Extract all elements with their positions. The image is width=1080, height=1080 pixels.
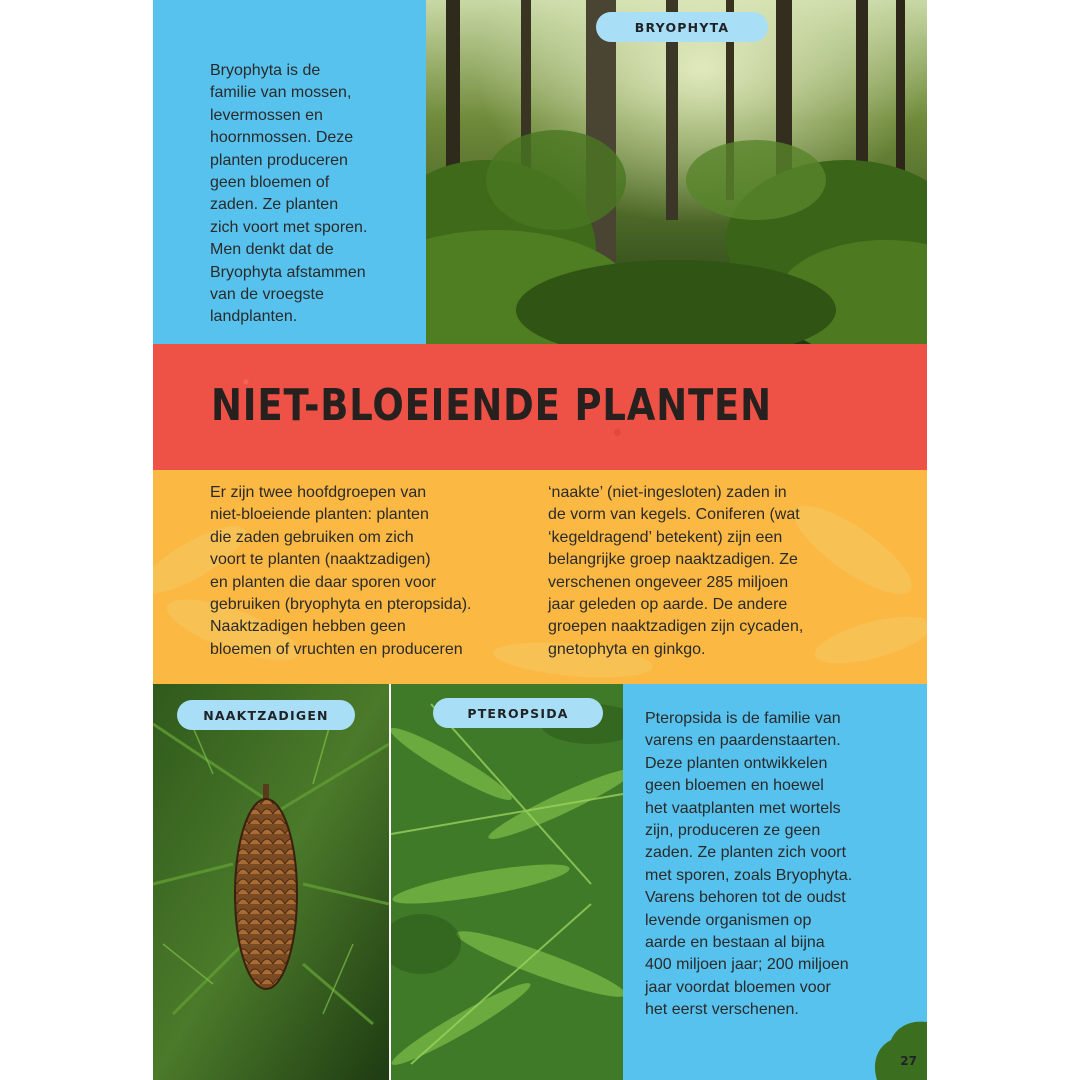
text-line: en planten die daar sporen voor	[210, 573, 436, 591]
pine-cone-image	[153, 684, 389, 1080]
text-line: ‘kegeldragend’ betekent) zijn een	[548, 528, 783, 546]
text-line: Pteropsida is de familie van	[645, 710, 841, 727]
text-line: hoornmossen. Deze	[210, 129, 354, 147]
text-line: aarde en bestaan al bijna	[645, 934, 825, 952]
bryophyta-label: BRYOPHYTA	[596, 12, 768, 42]
text-line: niet-bloeiende planten: planten	[210, 506, 429, 524]
text-line: bloemen of vruchten en produceren	[210, 640, 463, 658]
text-line: de vorm van kegels. Coniferen (wat	[548, 506, 800, 524]
text-line: Deze planten ontwikkelen	[645, 754, 828, 772]
text-line: zijn, produceren ze geen	[645, 822, 821, 840]
text-line: Varens behoren tot de oudst	[645, 889, 846, 907]
page-number: 27	[900, 1054, 917, 1068]
page-title: NIET-BLOEIENDE PLANTEN	[211, 380, 772, 431]
text-line: Naaktzadigen hebben geen	[210, 618, 406, 636]
text-line: zich voort met sporen.	[210, 218, 368, 236]
text-line: met sporen, zoals Bryophyta.	[645, 866, 853, 884]
bryophyta-text-panel	[153, 0, 426, 344]
text-line: het vaatplanten met wortels	[645, 799, 841, 817]
text-line: belangrijke groep naaktzadigen. Ze	[548, 551, 798, 569]
text-line: landplanten.	[210, 308, 298, 326]
text-line: voort te planten (naaktzadigen)	[210, 551, 431, 569]
pteropsida-label: PTEROPSIDA	[433, 698, 603, 728]
text-line: groepen naaktzadigen zijn cycaden,	[548, 618, 804, 636]
text-line: Men denkt dat de	[210, 241, 334, 259]
intro-left-column	[210, 482, 530, 661]
mossy-forest-photo	[426, 0, 927, 344]
text-line: ‘naakte’ (niet-ingesloten) zaden in	[548, 484, 787, 501]
text-line: gnetophyta en ginkgo.	[548, 640, 706, 658]
text-line: familie van mossen,	[210, 84, 352, 102]
pine-cone-photo	[153, 684, 389, 1080]
pteropsida-text-panel	[623, 684, 927, 1080]
page-corner-splash	[867, 1016, 927, 1080]
text-line: jaar voordat bloemen voor	[645, 978, 831, 996]
text-line: planten produceren	[210, 151, 348, 169]
text-line: Bryophyta afstammen	[210, 263, 366, 281]
text-line: het eerst verschenen.	[645, 1001, 799, 1019]
text-line: geen bloemen en hoewel	[645, 777, 824, 795]
text-line: levermossen en	[210, 106, 323, 124]
pteropsida-description	[645, 708, 881, 1022]
text-line: verschenen ongeveer 285 miljoen	[548, 573, 789, 591]
text-line: jaar geleden op aarde. De andere	[548, 596, 788, 614]
fern-photo	[391, 684, 623, 1080]
text-line: 400 miljoen jaar; 200 miljoen	[645, 956, 849, 974]
title-band	[153, 344, 927, 470]
intro-band	[153, 470, 927, 684]
intro-right-column	[548, 482, 883, 661]
bryophyta-description	[210, 60, 390, 329]
text-line: gebruiken (bryophyta en pteropsida).	[210, 596, 472, 614]
text-line: zaden. Ze planten zich voort	[645, 844, 847, 862]
text-line: Bryophyta is de	[210, 62, 321, 79]
book-page	[153, 0, 927, 1080]
text-line: zaden. Ze planten	[210, 196, 339, 214]
fern-image	[391, 684, 623, 1080]
text-line: levende organismen op	[645, 911, 812, 929]
mossy-forest-image	[426, 0, 927, 344]
naaktzadigen-label: NAAKTZADIGEN	[177, 700, 355, 730]
text-line: van de vroegste	[210, 286, 324, 304]
text-line: Er zijn twee hoofdgroepen van	[210, 484, 427, 501]
text-line: varens en paardenstaarten.	[645, 732, 841, 750]
text-line: geen bloemen of	[210, 174, 330, 192]
text-line: die zaden gebruiken om zich	[210, 528, 414, 546]
